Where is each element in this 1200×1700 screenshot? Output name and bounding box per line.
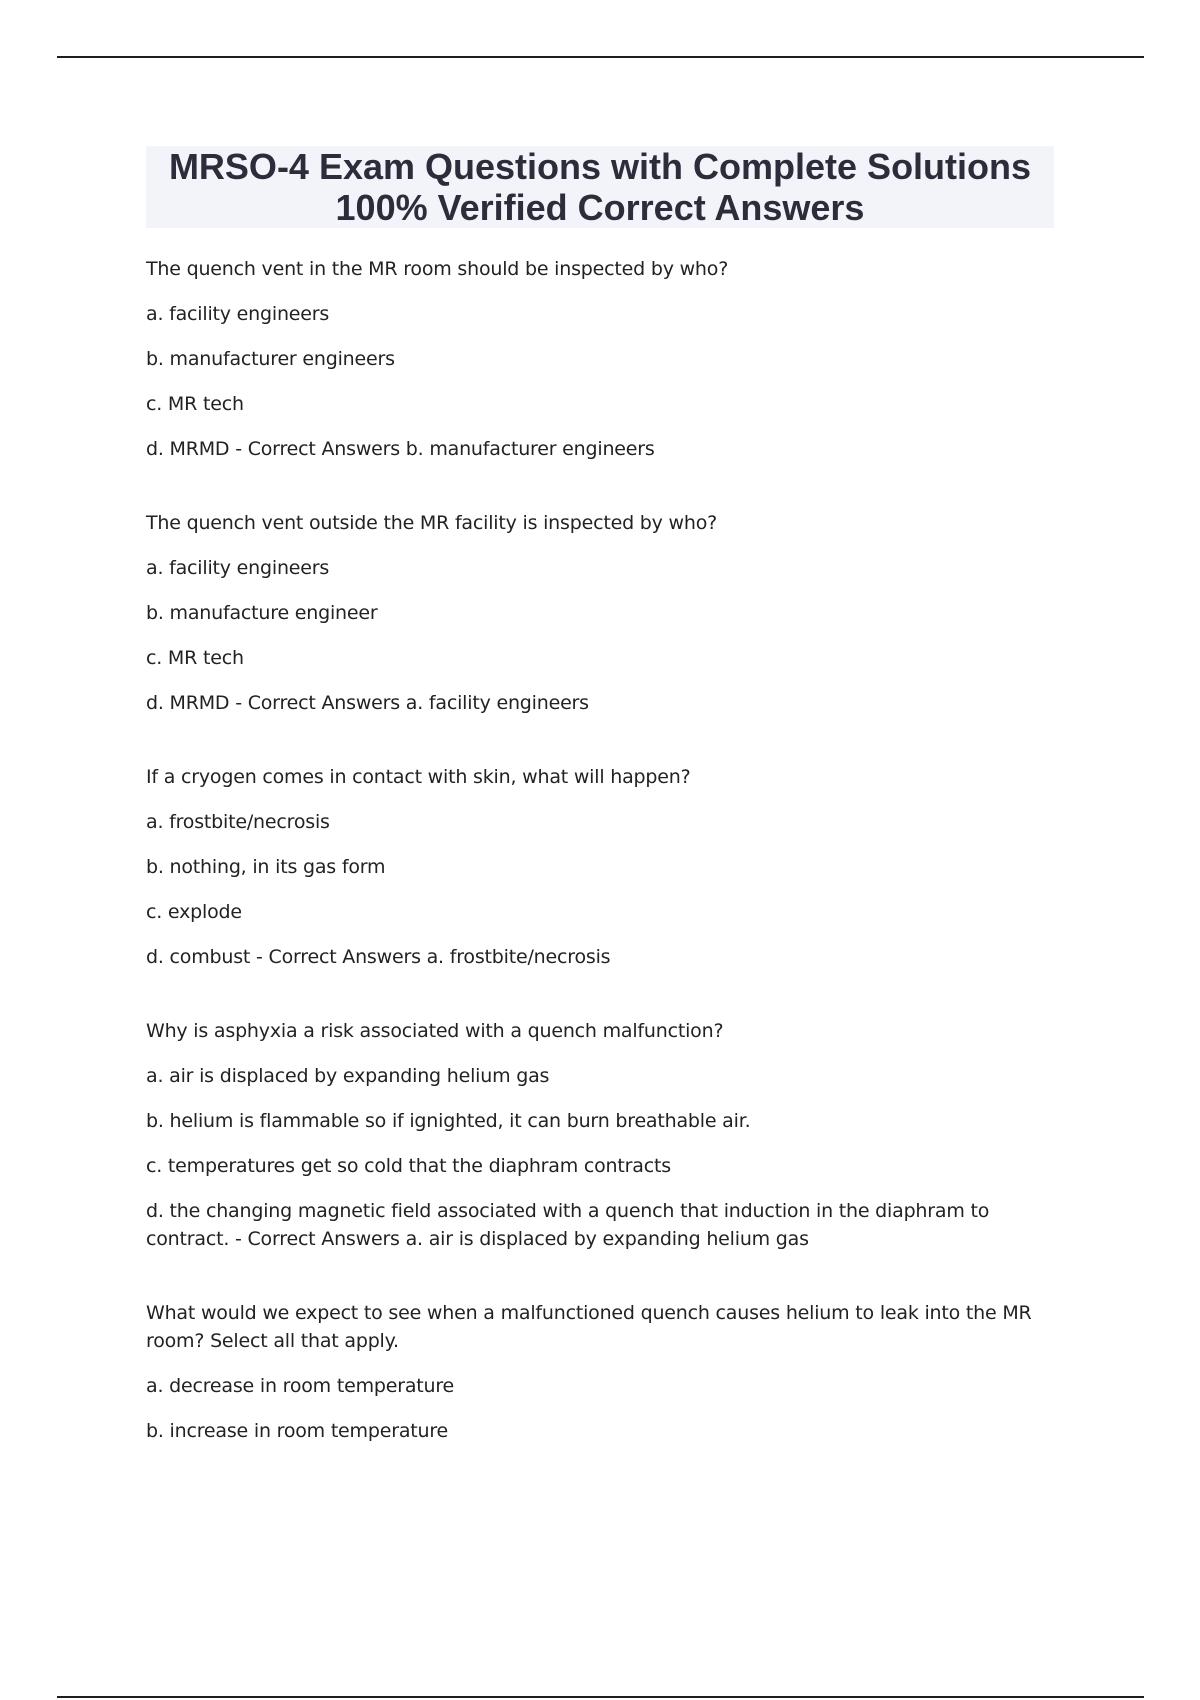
answer-option: b. nothing, in its gas form xyxy=(146,856,386,878)
bottom-rule xyxy=(57,1696,1144,1698)
answer-option: a. facility engineers xyxy=(146,303,330,325)
title-line-2: 100% Verified Correct Answers xyxy=(335,187,865,228)
answer-option: b. manufacture engineer xyxy=(146,602,378,624)
top-rule xyxy=(57,56,1144,58)
answer-option: c. explode xyxy=(146,901,242,923)
answer-option: b. manufacturer engineers xyxy=(146,348,395,370)
answer-option: a. frostbite/necrosis xyxy=(146,811,330,833)
question-block xyxy=(146,1299,1066,1445)
question-text: The quench vent outside the MR facility is inspected by who? xyxy=(146,512,717,534)
question-text: If a cryogen comes in contact with skin, what will happen? xyxy=(146,766,691,788)
answer-option: d. the changing magnetic field associated with a quench that induction in the diaphram to contract. - Correct Answers a. air is displaced by expanding helium gas xyxy=(146,1200,990,1250)
answer-option: c. temperatures get so cold that the diaphram contracts xyxy=(146,1155,671,1177)
question-list xyxy=(146,255,1066,1491)
answer-option: a. facility engineers xyxy=(146,557,330,579)
answer-option: b. helium is flammable so if ignighted, it can burn breathable air. xyxy=(146,1110,751,1132)
document-title xyxy=(146,146,1054,228)
answer-option: a. air is displaced by expanding helium gas xyxy=(146,1065,550,1087)
question-text: The quench vent in the MR room should be inspected by who? xyxy=(146,258,729,280)
answer-option: d. combust - Correct Answers a. frostbite/necrosis xyxy=(146,946,611,968)
answer-option: a. decrease in room temperature xyxy=(146,1375,455,1397)
answer-option: d. MRMD - Correct Answers b. manufacturer engineers xyxy=(146,438,655,460)
question-block xyxy=(146,1017,1066,1253)
question-block xyxy=(146,509,1066,717)
answer-option: c. MR tech xyxy=(146,647,244,669)
question-text: Why is asphyxia a risk associated with a quench malfunction? xyxy=(146,1020,724,1042)
answer-option: d. MRMD - Correct Answers a. facility engineers xyxy=(146,692,589,714)
question-block xyxy=(146,763,1066,971)
question-block xyxy=(146,255,1066,463)
title-line-1: MRSO-4 Exam Questions with Complete Solutions xyxy=(168,146,1032,187)
answer-option: b. increase in room temperature xyxy=(146,1420,449,1442)
question-text: What would we expect to see when a malfunctioned quench causes helium to leak into the MR room? Select all that apply. xyxy=(146,1302,1032,1352)
answer-option: c. MR tech xyxy=(146,393,244,415)
